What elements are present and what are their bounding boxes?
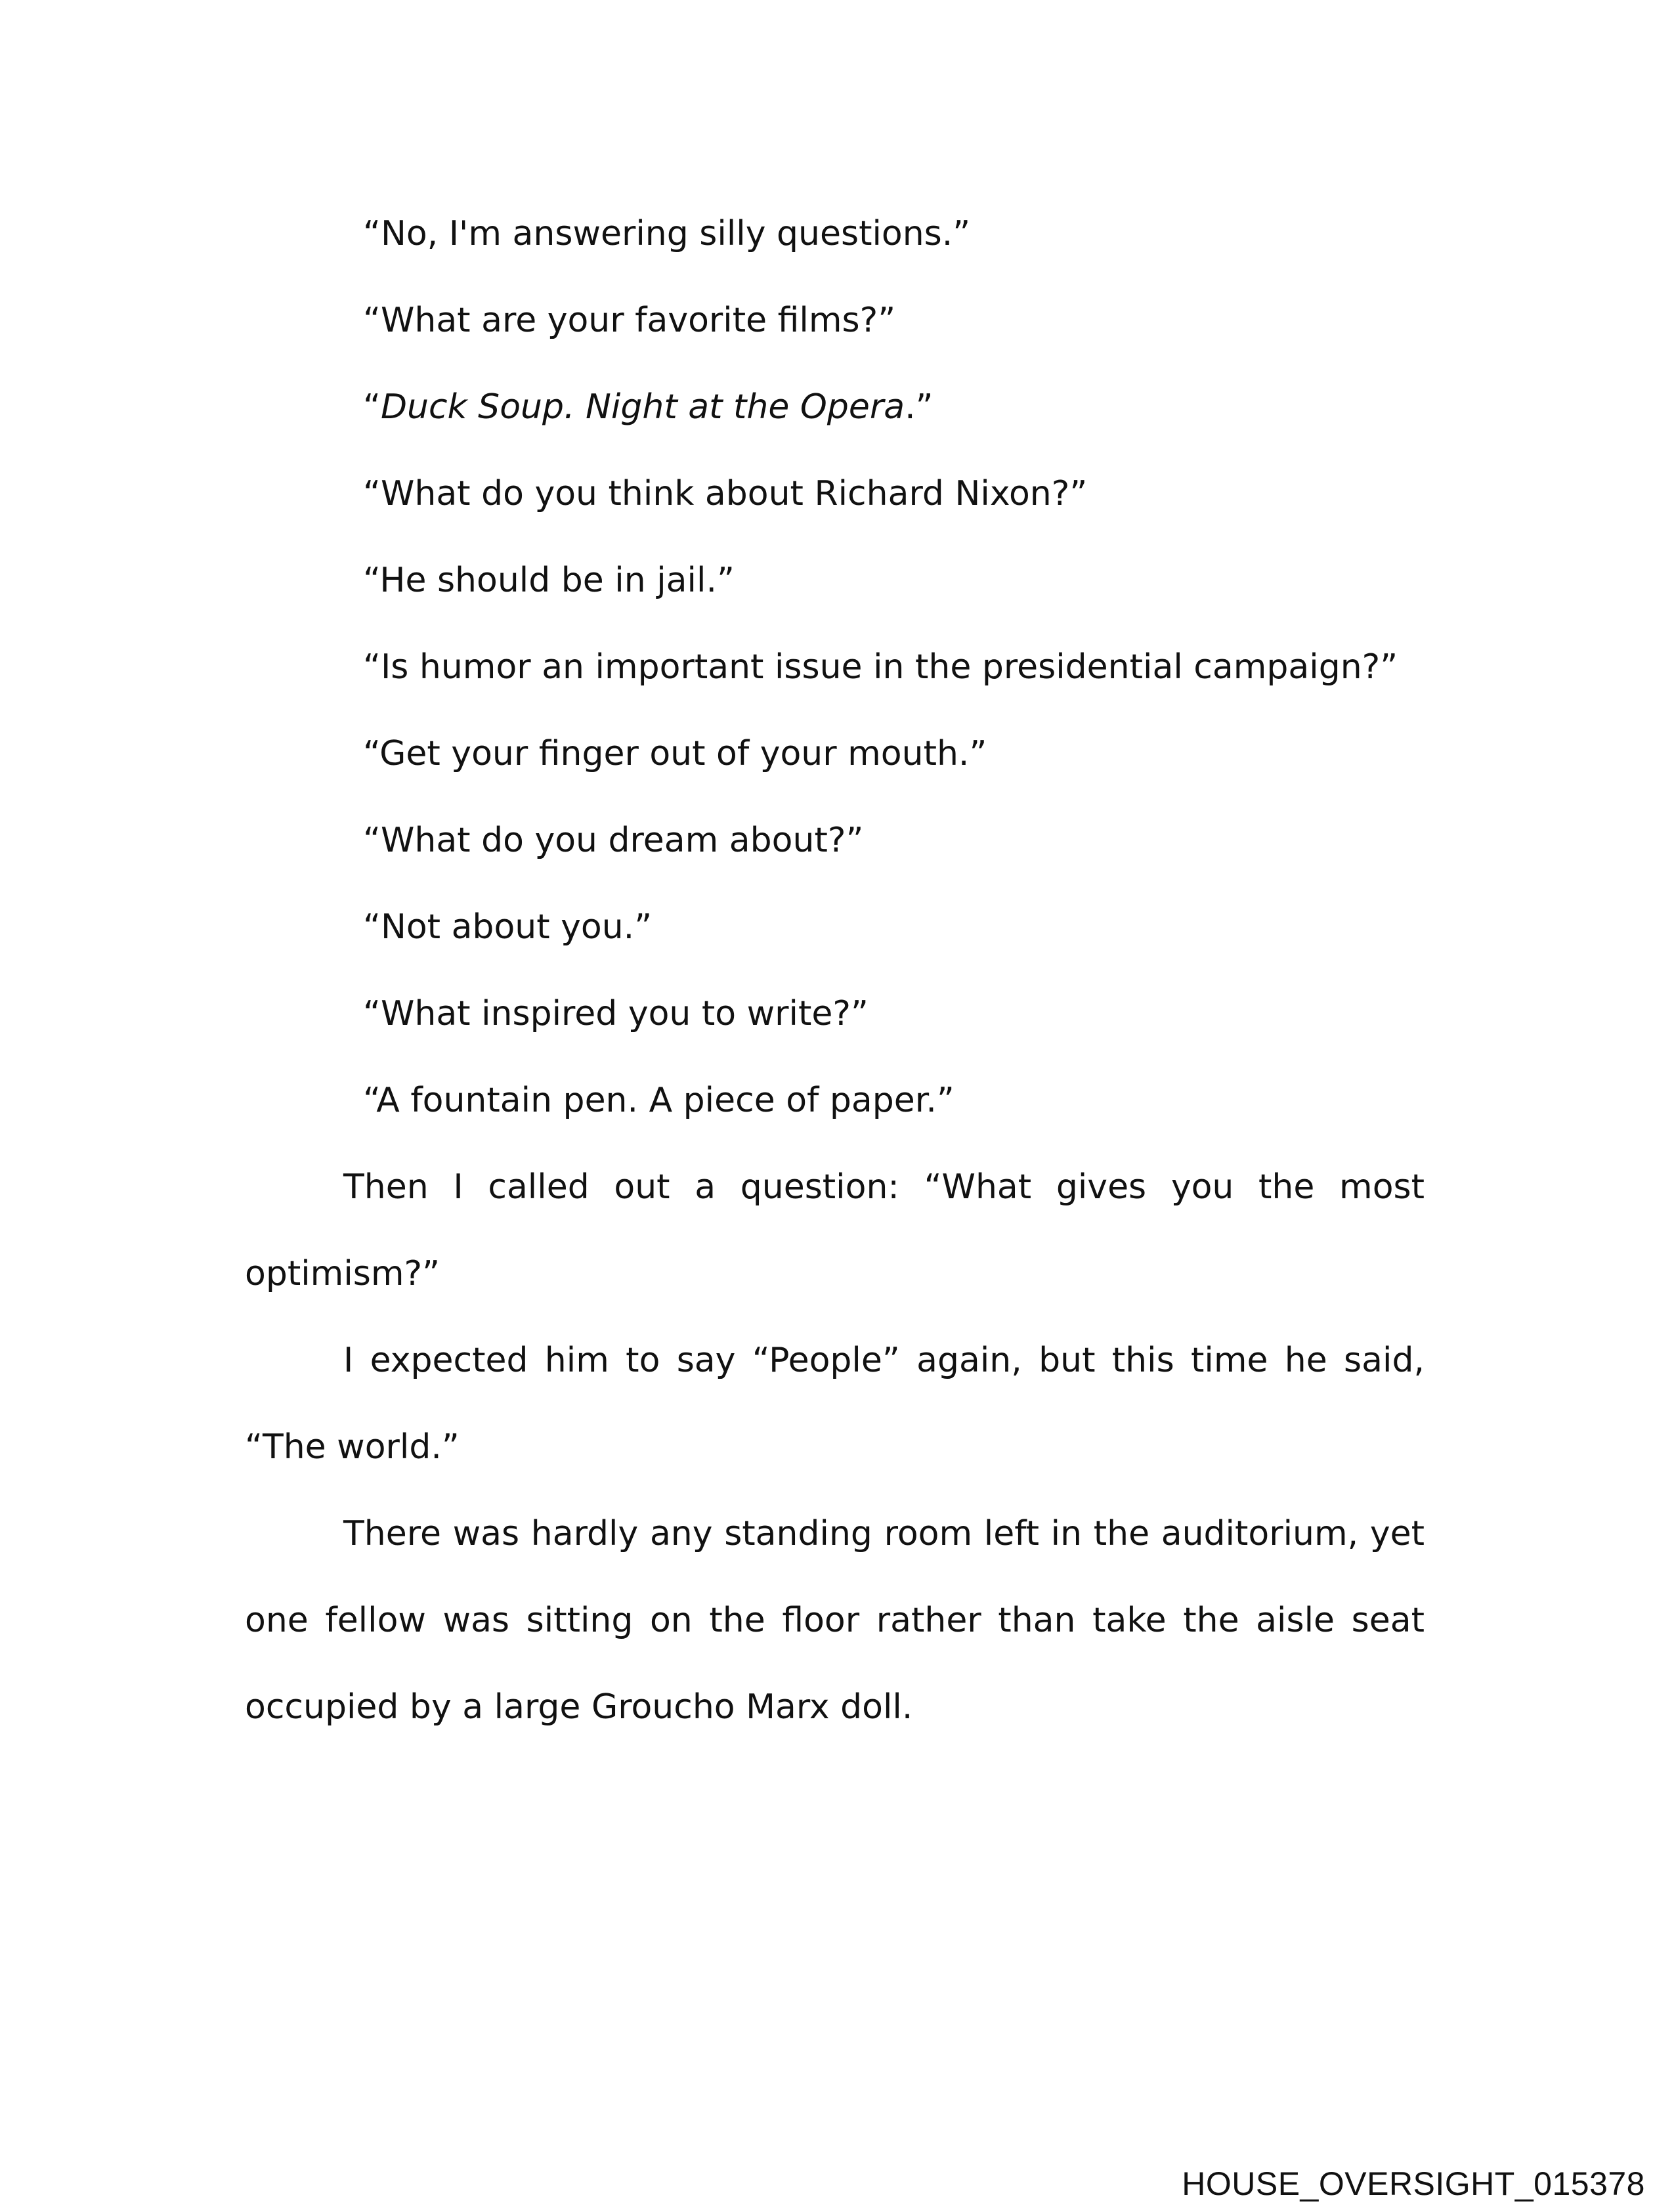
paragraph-expectation: I expected him to say “People” again, but this time he said, “The world.”	[245, 1341, 1425, 1467]
dialogue-line-9: “Not about you.”	[363, 907, 653, 947]
paragraph-question: Then I called out a question: “What gives you the most optimism?”	[245, 1167, 1425, 1293]
dialogue-line-4: “What do you think about Richard Nixon?”	[363, 474, 1088, 513]
dialogue-line-7: “Get your finger out of your mouth.”	[363, 734, 987, 773]
dialogue-line-2: “What are your favorite films?”	[363, 301, 896, 340]
dialogue-line-1: “No, I'm answering silly questions.”	[363, 214, 971, 253]
dialogue-line-11: “A fountain pen. A piece of paper.”	[363, 1081, 955, 1120]
dialogue-line-3	[245, 364, 1425, 450]
close-quote: .”	[905, 387, 934, 427]
dialogue-line-10: “What inspired you to write?”	[363, 994, 869, 1033]
document-id-footer: HOUSE_OVERSIGHT_015378	[1182, 2165, 1645, 2202]
dialogue-line-8: “What do you dream about?”	[363, 821, 864, 860]
dialogue-line-6: “Is humor an important issue in the presidential campaign?”	[363, 647, 1398, 687]
open-quote: “	[363, 387, 381, 427]
body-text	[245, 190, 1425, 1750]
dialogue-line-5: “He should be in jail.”	[363, 561, 735, 600]
paragraph-auditorium: There was hardly any standing room left in the auditorium, yet one fellow was sitting on the floor rather than take the aisle seat occupied by a large Groucho Marx doll.	[245, 1514, 1425, 1727]
film-titles: Duck Soup. Night at the Opera	[380, 387, 905, 427]
